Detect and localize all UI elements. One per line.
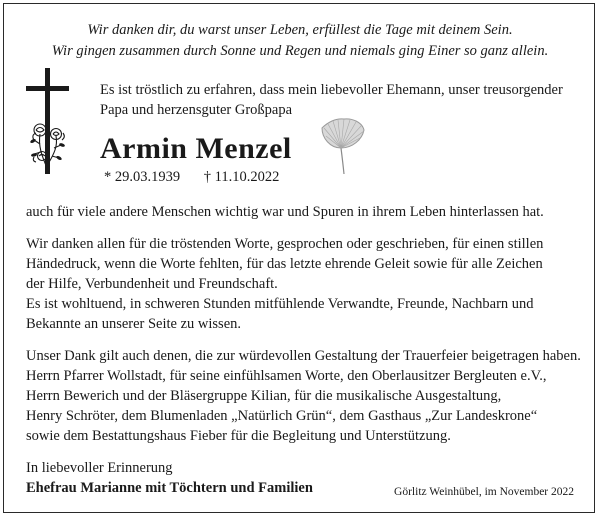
motto: [4, 20, 596, 62]
intro-text: [100, 80, 580, 120]
intro-line-2: Papa und herzensguter Großpapa: [100, 102, 293, 118]
paragraph-2-line: Bekannte an unserer Seite zu wissen.: [26, 316, 242, 332]
paragraph-3-line: sowie dem Bestattungshaus Fieber für die Begleitung und Unterstützung.: [26, 428, 451, 444]
paragraph-3-line: Unser Dank gilt auch denen, die zur würdevollen Gestaltung der Trauerfeier beigetragen haben.: [26, 348, 581, 364]
closing-line: In liebevoller Erinnerung: [26, 460, 173, 476]
paragraph-2-line: Händedruck, wenn die Worte fehlten, für das letzte ehrende Geleit sowie für alle Zeichen: [26, 256, 543, 272]
paragraph-2-line: Wir danken allen für die tröstenden Worte, gesprochen oder geschrieben, für einen stillen: [26, 236, 544, 252]
deceased-name: Armin Menzel: [100, 132, 292, 165]
paragraph-3-line: Herrn Pfarrer Wollstadt, für seine einfühlsamen Worte, den Oberlausitzer Bergleuten e.V.,: [26, 368, 547, 384]
life-dates: [104, 169, 299, 186]
intro-line-1: Es ist tröstlich zu erfahren, dass mein liebevoller Ehemann, unser treusorgender: [100, 82, 563, 98]
place-and-date: Görlitz Weinhübel, im November 2022: [394, 486, 574, 498]
cross-with-roses-icon: [26, 68, 76, 178]
obituary-notice: [3, 3, 595, 513]
motto-line-1: Wir danken dir, du warst unser Leben, erfüllest die Tage mit deinem Sein.: [87, 22, 513, 38]
body-text: [26, 202, 582, 498]
motto-line-2: Wir gingen zusammen durch Sonne und Regen und niemals ging Einer so ganz allein.: [51, 43, 549, 59]
birth-date: * 29.03.1939: [104, 169, 181, 185]
paragraph-2: [26, 234, 582, 334]
signature: Ehefrau Marianne mit Töchtern und Familien: [26, 480, 313, 496]
gingko-leaf-icon: [320, 116, 366, 176]
paragraph-2-line: Es ist wohltuend, in schweren Stunden mitfühlende Verwandte, Freunde, Nachbarn und: [26, 296, 534, 312]
paragraph-2-line: der Hilfe, Verbundenheit und Freundschaft.: [26, 276, 278, 292]
paragraph-3: [26, 346, 582, 446]
paragraph-3-line: Herrn Bewerich und der Bläsergruppe Kilian, für die musikalische Ausgestaltung,: [26, 388, 502, 404]
paragraph-3-line: Henry Schröter, dem Blumenladen „Natürlich Grün“, dem Gasthaus „Zur Landeskrone“: [26, 408, 538, 424]
paragraph-1: auch für viele andere Menschen wichtig war und Spuren in ihrem Leben hinterlassen hat.: [26, 204, 544, 220]
death-date: † 11.10.2022: [203, 169, 280, 185]
